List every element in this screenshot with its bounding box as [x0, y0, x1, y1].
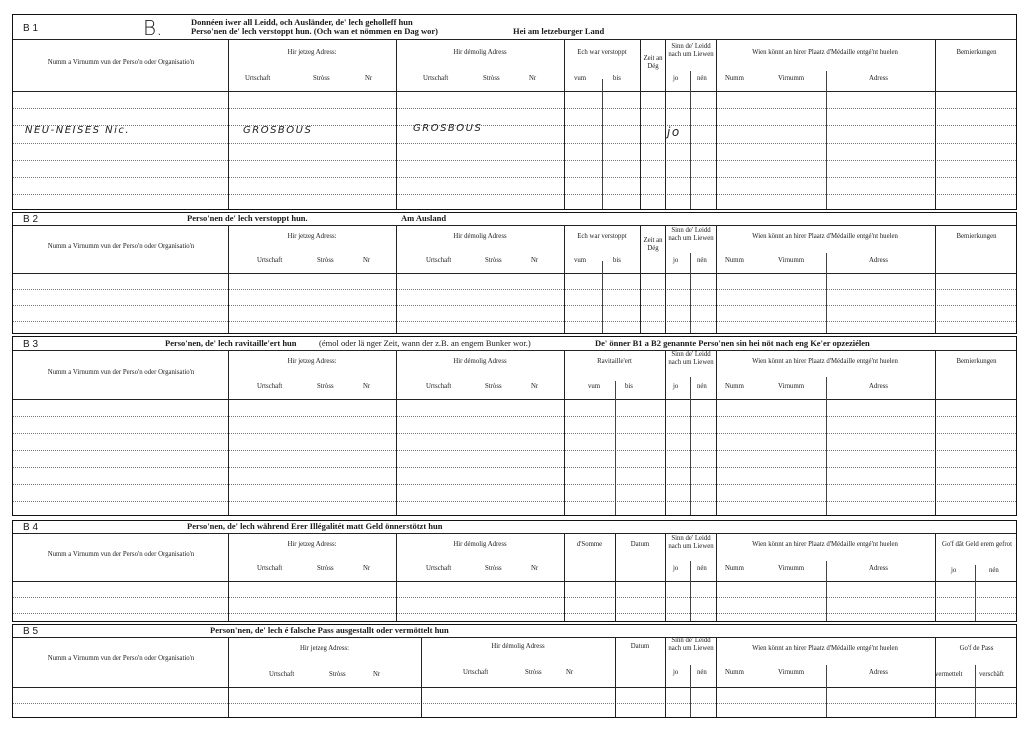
header-name: Numm a Virnumm vun der Perso'n oder Organisatio'n — [47, 655, 195, 662]
header-current-address: Hir jetzeg Adress: — [287, 49, 337, 56]
header-to: bis — [625, 383, 633, 390]
section-title-line2a: Perso'nen de' lech verstoppt hun. (Och wan et nömmen en Dag wor) — [191, 26, 438, 36]
header-yes: jo — [673, 75, 679, 82]
header-street: Stròss — [485, 257, 502, 264]
header-name: Numm a Virnumm vun der Perso'n oder Organisatio'n — [47, 243, 195, 250]
entry-current-town: GROSBOUS — [243, 125, 313, 136]
header-street: Stròss — [317, 257, 334, 264]
header-medal-address: Adress — [869, 257, 888, 264]
header-former-address: Hir démolig Adress — [453, 358, 507, 365]
header-from: vum — [574, 257, 587, 264]
section-title-line2b: Hei am letzeburger Land — [513, 26, 605, 36]
header-remarks: Bemierkungen — [956, 49, 997, 56]
header-nr: Nr — [373, 671, 381, 678]
header-suffered: Sinn de' Leidd nach um Liewen — [668, 351, 714, 366]
header-nr: Nr — [529, 75, 537, 82]
header-time: Zeit an Dég — [643, 237, 663, 252]
header-suffered: Sinn de' Leidd nach um Liewen — [668, 637, 714, 652]
header-town: Urtschaft — [463, 669, 489, 676]
header-street: Stròss — [485, 383, 502, 390]
section-b5-frame — [12, 624, 1017, 718]
header-medal-name: Numm — [725, 383, 744, 390]
header-former-address: Hir démolig Adress — [491, 643, 545, 650]
header-no: nén — [697, 669, 707, 676]
header-town: Urtschaft — [269, 671, 295, 678]
section-title-c: De' önner B1 a B2 genannte Perso'nen sin hei nöt nach eng Ke'er opzeziélen — [595, 338, 870, 348]
header-medal-address: Adress — [869, 669, 888, 676]
section-code: B 5 — [23, 626, 39, 637]
header-nr: Nr — [531, 257, 539, 264]
header-medal: Wien könnt an hirer Plaatz d'Médaille entgé'nt huelen — [752, 49, 898, 56]
header-medal: Wien könnt an hirer Plaatz d'Médaille entgé'nt huelen — [752, 541, 898, 548]
header-former-address: Hir démolig Adress — [453, 233, 507, 240]
header-medal-name: Numm — [725, 669, 744, 676]
header-town: Urtschaft — [426, 565, 452, 572]
section-b2 — [12, 212, 1017, 334]
section-b2-frame — [12, 212, 1017, 334]
header-town: Urtschaft — [426, 257, 452, 264]
header-medal-firstname: Virnumm — [778, 383, 805, 390]
header-medal-address: Adress — [869, 75, 888, 82]
section-b3-frame — [12, 336, 1017, 516]
header-yes: jo — [951, 567, 957, 574]
header-street: Stròss — [483, 75, 500, 82]
header-nr: Nr — [365, 75, 373, 82]
header-remarks: Bemierkungen — [956, 233, 997, 240]
header-medal-firstname: Virnumm — [778, 75, 805, 82]
entry-alive: jo — [667, 125, 681, 139]
entry-former-town: GROSBOUS — [413, 123, 483, 134]
header-current-address: Hir jetzeg Adress: — [287, 541, 337, 548]
header-no: nén — [989, 567, 999, 574]
header-to: bis — [613, 257, 621, 264]
header-no: nén — [697, 257, 707, 264]
header-street: Stròss — [525, 669, 542, 676]
header-current-address: Hir jetzeg Adress: — [299, 645, 350, 652]
header-current-address: Hir jetzeg Adress: — [287, 233, 337, 240]
header-former-address: Hir démolig Adress — [453, 541, 507, 548]
header-medal-address: Adress — [869, 383, 888, 390]
section-title-line1: Donnéen iwer all Leidd, och Ausländer, de' lech geholleff hun — [191, 17, 413, 27]
header-from: vum — [588, 383, 601, 390]
header-medal-firstname: Virnumm — [778, 257, 805, 264]
header-hidden: Ech war verstoppt — [577, 233, 627, 240]
header-yes: jo — [673, 565, 679, 572]
section-title-a: Perso'nen de' lech verstoppt hun. — [187, 213, 308, 223]
header-nr: Nr — [566, 669, 574, 676]
section-code: B 3 — [23, 339, 39, 350]
header-sum: d'Somme — [576, 541, 603, 548]
section-code: B 2 — [23, 214, 39, 225]
header-to: bis — [613, 75, 621, 82]
header-medal: Wien könnt an hirer Plaatz d'Médaille entgé'nt huelen — [752, 233, 898, 240]
header-supplied: Ravitaille'ert — [597, 358, 632, 365]
header-town: Urtschaft — [423, 75, 449, 82]
header-street: Stròss — [317, 565, 334, 572]
section-b4 — [12, 520, 1017, 622]
header-medal-name: Numm — [725, 257, 744, 264]
section-title-b: (émol oder lä nger Zeit, wann der z.B. an engem Bunker wor.) — [319, 338, 531, 348]
section-title: Person'nen, de' lech é falsche Pass ausgestallt oder vermöttelt hun — [210, 625, 449, 635]
section-title-a: Perso'nen, de' lech ravitaille'ert hun — [165, 338, 297, 348]
header-name: Numm a Virnumm vun der Perso'n oder Organisatio'n — [47, 369, 195, 376]
header-town: Urtschaft — [257, 257, 283, 264]
header-remarks: Bemierkungen — [956, 358, 997, 365]
header-date: Datum — [630, 541, 650, 548]
header-nr: Nr — [363, 565, 371, 572]
header-money-returned: Go'f dât Geld erem gefrot — [942, 541, 1012, 548]
header-town: Urtschaft — [245, 75, 271, 82]
section-b3 — [12, 336, 1017, 516]
header-town: Urtschaft — [426, 383, 452, 390]
header-no: nén — [697, 565, 707, 572]
header-town: Urtschaft — [257, 565, 283, 572]
header-suffered: Sinn de' Leidd nach um Liewen — [668, 227, 714, 242]
header-medal: Wien könnt an hirer Plaatz d'Médaille entgé'nt huelen — [752, 358, 898, 365]
section-title: Perso'nen, de' lech während Erer Illégalitét matt Geld önnerstötzt hun — [187, 521, 443, 531]
section-title-b: Am Ausland — [401, 213, 447, 223]
header-no: nén — [697, 75, 707, 82]
header-nr: Nr — [363, 383, 371, 390]
header-yes: jo — [673, 257, 679, 264]
header-suffered: Sinn de' Leidd nach um Liewen — [668, 535, 714, 550]
header-hidden: Ech war verstoppt — [577, 49, 627, 56]
header-yes: jo — [673, 669, 679, 676]
section-letter: B. — [143, 16, 163, 40]
header-from: vum — [574, 75, 587, 82]
section-code: B 1 — [23, 23, 39, 34]
header-no: nén — [697, 383, 707, 390]
header-pass: Go'f de Pass — [959, 645, 994, 652]
header-arranged: vermettelt — [935, 671, 963, 678]
header-nr: Nr — [363, 257, 371, 264]
header-name: Numm a Virnumm vun der Perso'n oder Organisatio'n — [47, 551, 195, 558]
header-time: Zeit an Dég — [643, 55, 663, 70]
header-made: verschäft — [979, 671, 1004, 678]
header-current-address: Hir jetzeg Adress: — [287, 358, 337, 365]
section-b5 — [12, 624, 1017, 718]
header-town: Urtschaft — [257, 383, 283, 390]
header-medal: Wien könnt an hirer Plaatz d'Médaille entgé'nt huelen — [752, 645, 898, 652]
entry-name: NEU-NEISES Nic. — [25, 125, 131, 136]
header-medal-name: Numm — [725, 565, 744, 572]
header-nr: Nr — [531, 565, 539, 572]
header-suffered: Sinn de' Leidd nach um Liewen — [668, 43, 714, 58]
section-code: B 4 — [23, 522, 39, 533]
header-medal-address: Adress — [869, 565, 888, 572]
header-street: Stròss — [313, 75, 330, 82]
header-former-address: Hir démolig Adress — [453, 49, 507, 56]
header-street: Stròss — [317, 383, 334, 390]
header-street: Stròss — [485, 565, 502, 572]
section-b1 — [12, 14, 1017, 210]
header-medal-firstname: Virnumm — [778, 565, 805, 572]
header-medal-firstname: Virnumm — [778, 669, 805, 676]
header-date: Datum — [630, 643, 650, 650]
section-b1-frame — [12, 14, 1017, 210]
section-b4-frame — [12, 520, 1017, 622]
header-street: Stròss — [329, 671, 346, 678]
header-yes: jo — [673, 383, 679, 390]
header-nr: Nr — [531, 383, 539, 390]
header-name: Numm a Virnumm vun der Perso'n oder Organisatio'n — [47, 59, 195, 66]
header-medal-name: Numm — [725, 75, 744, 82]
